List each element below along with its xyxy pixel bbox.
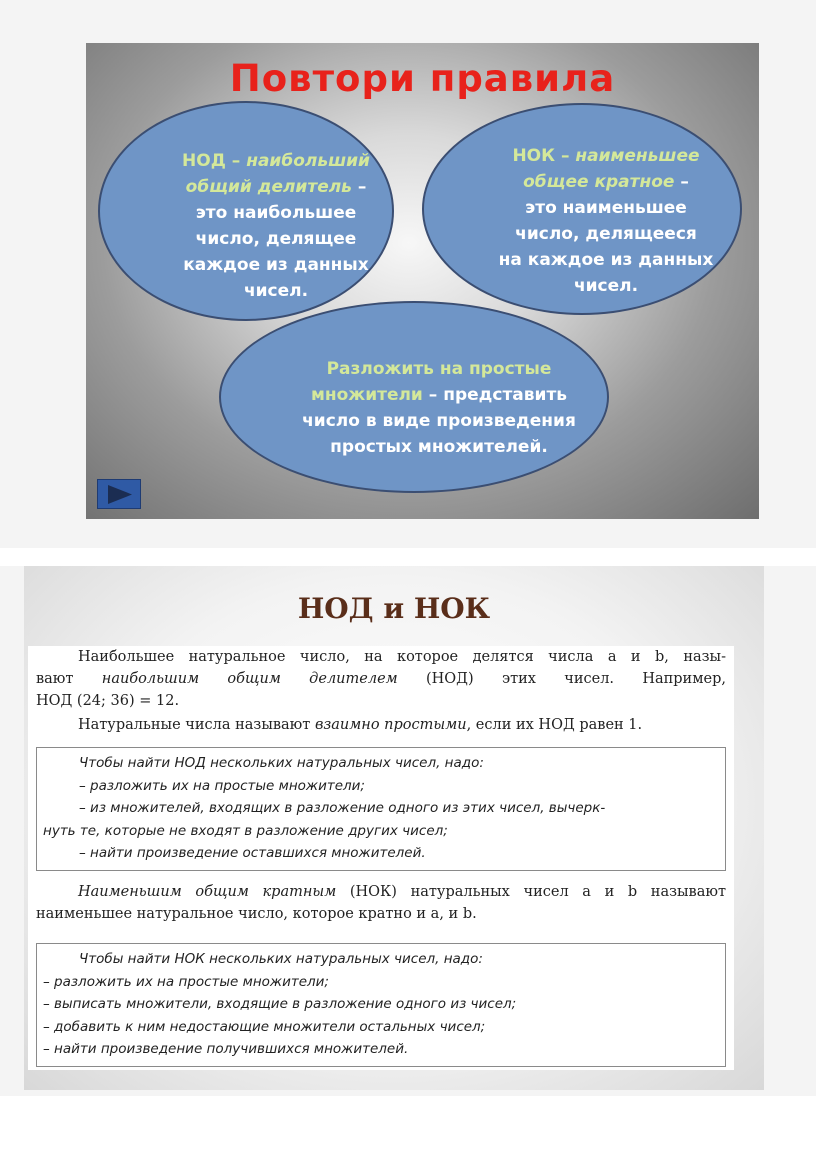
- box-line: – разложить их на простые множители;: [43, 973, 329, 990]
- slide-title: НОД и НОК: [297, 592, 491, 625]
- slide-title: Повтори правила: [229, 57, 616, 100]
- slide-nod-nok: [24, 566, 764, 1090]
- slide-rules: [86, 43, 759, 519]
- nod-paragraph: Наибольшее натуральное число, на которое делятся числа a и b, назы- вают наибольшим общим делителем (НОД) этих чисел. Например, НОД (24; 36) = 12.: [36, 649, 726, 709]
- box-line: – разложить их на простые множители;: [79, 777, 365, 794]
- box-line: Чтобы найти НОД нескольких натуральных чисел, надо:: [79, 755, 484, 771]
- box-line: – добавить к ним недостающие множители остальных чисел;: [43, 1018, 486, 1035]
- box-line: – найти произведение получившихся множителей.: [43, 1041, 409, 1057]
- play-triangle-icon: [108, 485, 132, 504]
- nod-rules-box: [36, 747, 726, 871]
- box-line: нуть те, которые не входят в разложение других чисел;: [43, 822, 448, 839]
- box-line: – из множителей, входящих в разложение одного из этих чисел, вычерк-: [79, 800, 606, 816]
- box-line: – найти произведение оставшихся множителей.: [79, 845, 426, 861]
- box-line: – выписать множители, входящие в разложение одного из чисел;: [43, 996, 517, 1012]
- nok-definition: НОК – наименьшее общее кратное – это наименьшее число, делящееся на каждое из данных чисел.: [498, 146, 714, 296]
- box-line: Чтобы найти НОК нескольких натуральных чисел, надо:: [79, 951, 483, 967]
- text-panel: [28, 646, 734, 1070]
- coprime-paragraph: Натуральные числа называют взаимно простыми, если их НОД равен 1.: [78, 717, 643, 733]
- nok-paragraph: Наименьшим общим кратным (НОК) натуральных чисел a и b называют наименьшее натуральное число, которое кратно и a, и b.: [36, 884, 727, 922]
- nod-definition: НОД – наибольший общий делитель – это наибольшее число, делящее каждое из данных чисел.: [182, 151, 370, 301]
- nok-rules-box: [36, 943, 726, 1067]
- factor-definition: Разложить на простые множители – представить число в виде произведения простых множителей.: [302, 359, 576, 457]
- play-button[interactable]: [97, 479, 141, 509]
